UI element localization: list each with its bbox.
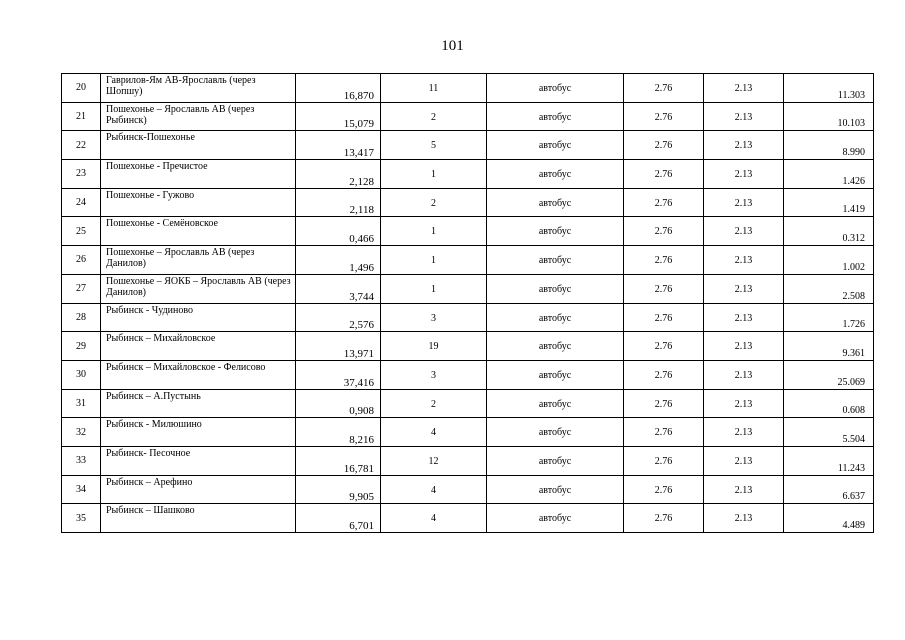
trips-count: 4: [381, 418, 487, 447]
coefficient-a: 2.76: [624, 332, 704, 361]
trips-count: 19: [381, 332, 487, 361]
coefficient-b: 2.13: [704, 217, 784, 246]
distance-value: 15,079: [296, 102, 381, 131]
total-value: 10.103: [784, 102, 874, 131]
coefficient-b: 2.13: [704, 274, 784, 303]
coefficient-a: 2.76: [624, 360, 704, 389]
total-value: 6.637: [784, 475, 874, 504]
coefficient-b: 2.13: [704, 131, 784, 160]
coefficient-b: 2.13: [704, 102, 784, 131]
coefficient-b: 2.13: [704, 188, 784, 217]
total-value: 2.508: [784, 274, 874, 303]
table-row: [62, 332, 874, 361]
coefficient-a: 2.76: [624, 274, 704, 303]
table-row: [62, 131, 874, 160]
table-row: [62, 102, 874, 131]
coefficient-a: 2.76: [624, 74, 704, 103]
distance-value: 16,870: [296, 74, 381, 103]
transport-type: автобус: [487, 389, 624, 418]
total-value: 11.303: [784, 74, 874, 103]
table-row: [62, 303, 874, 332]
coefficient-b: 2.13: [704, 246, 784, 275]
row-number: 29: [62, 332, 101, 361]
route-name: Рыбинск – Михайловское - Фелисово: [101, 360, 296, 389]
total-value: 11.243: [784, 446, 874, 475]
table-row: [62, 274, 874, 303]
coefficient-b: 2.13: [704, 160, 784, 189]
distance-value: 13,417: [296, 131, 381, 160]
coefficient-b: 2.13: [704, 303, 784, 332]
route-name: Пошехонье – Ярославль АВ (через Данилов): [101, 246, 296, 275]
trips-count: 2: [381, 389, 487, 418]
coefficient-a: 2.76: [624, 217, 704, 246]
transport-type: автобус: [487, 274, 624, 303]
coefficient-a: 2.76: [624, 102, 704, 131]
table-row: [62, 446, 874, 475]
coefficient-a: 2.76: [624, 389, 704, 418]
transport-type: автобус: [487, 332, 624, 361]
route-name: Пошехонье – Ярославль АВ (через Рыбинск): [101, 102, 296, 131]
route-name: Рыбинск – Шашково: [101, 504, 296, 533]
trips-count: 1: [381, 160, 487, 189]
coefficient-b: 2.13: [704, 360, 784, 389]
distance-value: 3,744: [296, 274, 381, 303]
route-name: Рыбинск – А.Пустынь: [101, 389, 296, 418]
table-row: [62, 418, 874, 447]
transport-type: автобус: [487, 446, 624, 475]
page-number: 101: [441, 38, 464, 54]
table-row: [62, 188, 874, 217]
coefficient-a: 2.76: [624, 303, 704, 332]
distance-value: 2,128: [296, 160, 381, 189]
coefficient-a: 2.76: [624, 246, 704, 275]
trips-count: 3: [381, 303, 487, 332]
trips-count: 2: [381, 102, 487, 131]
coefficient-b: 2.13: [704, 446, 784, 475]
table-row: [62, 217, 874, 246]
transport-type: автобус: [487, 188, 624, 217]
distance-value: 13,971: [296, 332, 381, 361]
transport-type: автобус: [487, 360, 624, 389]
transport-type: автобус: [487, 102, 624, 131]
coefficient-a: 2.76: [624, 160, 704, 189]
row-number: 26: [62, 246, 101, 275]
distance-value: 0,466: [296, 217, 381, 246]
transport-type: автобус: [487, 217, 624, 246]
row-number: 34: [62, 475, 101, 504]
table-row: [62, 74, 874, 103]
transport-type: автобус: [487, 131, 624, 160]
trips-count: 11: [381, 74, 487, 103]
distance-value: 16,781: [296, 446, 381, 475]
routes-table: [61, 73, 874, 533]
coefficient-b: 2.13: [704, 332, 784, 361]
coefficient-b: 2.13: [704, 74, 784, 103]
coefficient-a: 2.76: [624, 188, 704, 217]
total-value: 25.069: [784, 360, 874, 389]
coefficient-b: 2.13: [704, 504, 784, 533]
trips-count: 1: [381, 217, 487, 246]
route-name: Рыбинск - Чудиново: [101, 303, 296, 332]
route-name: Пошехонье - Пречистое: [101, 160, 296, 189]
total-value: 4.489: [784, 504, 874, 533]
transport-type: автобус: [487, 74, 624, 103]
distance-value: 1,496: [296, 246, 381, 275]
coefficient-a: 2.76: [624, 504, 704, 533]
row-number: 33: [62, 446, 101, 475]
distance-value: 0,908: [296, 389, 381, 418]
route-name: Пошехонье - Семёновское: [101, 217, 296, 246]
distance-value: 2,118: [296, 188, 381, 217]
row-number: 20: [62, 74, 101, 103]
total-value: 1.002: [784, 246, 874, 275]
total-value: 1.419: [784, 188, 874, 217]
transport-type: автобус: [487, 475, 624, 504]
row-number: 32: [62, 418, 101, 447]
total-value: 1.426: [784, 160, 874, 189]
total-value: 9.361: [784, 332, 874, 361]
distance-value: 8,216: [296, 418, 381, 447]
distance-value: 6,701: [296, 504, 381, 533]
route-name: Рыбинск – Арефино: [101, 475, 296, 504]
transport-type: автобус: [487, 303, 624, 332]
table-row: [62, 389, 874, 418]
route-name: Гаврилов-Ям АВ-Ярославль (через Шопшу): [101, 74, 296, 103]
row-number: 28: [62, 303, 101, 332]
row-number: 21: [62, 102, 101, 131]
distance-value: 37,416: [296, 360, 381, 389]
total-value: 5.504: [784, 418, 874, 447]
transport-type: автобус: [487, 246, 624, 275]
coefficient-a: 2.76: [624, 475, 704, 504]
route-name: Пошехонье – ЯОКБ – Ярославль АВ (через Данилов): [101, 274, 296, 303]
table-row: [62, 360, 874, 389]
row-number: 30: [62, 360, 101, 389]
total-value: 0.312: [784, 217, 874, 246]
trips-count: 4: [381, 504, 487, 533]
row-number: 27: [62, 274, 101, 303]
coefficient-b: 2.13: [704, 389, 784, 418]
transport-type: автобус: [487, 160, 624, 189]
coefficient-a: 2.76: [624, 131, 704, 160]
trips-count: 12: [381, 446, 487, 475]
trips-count: 1: [381, 246, 487, 275]
total-value: 8.990: [784, 131, 874, 160]
distance-value: 9,905: [296, 475, 381, 504]
row-number: 23: [62, 160, 101, 189]
row-number: 35: [62, 504, 101, 533]
row-number: 25: [62, 217, 101, 246]
table-row: [62, 475, 874, 504]
row-number: 24: [62, 188, 101, 217]
route-name: Рыбинск- Песочное: [101, 446, 296, 475]
row-number: 22: [62, 131, 101, 160]
route-name: Рыбинск-Пошехонье: [101, 131, 296, 160]
total-value: 1.726: [784, 303, 874, 332]
distance-value: 2,576: [296, 303, 381, 332]
trips-count: 2: [381, 188, 487, 217]
coefficient-a: 2.76: [624, 446, 704, 475]
trips-count: 1: [381, 274, 487, 303]
table-row: [62, 160, 874, 189]
trips-count: 4: [381, 475, 487, 504]
coefficient-b: 2.13: [704, 475, 784, 504]
trips-count: 5: [381, 131, 487, 160]
transport-type: автобус: [487, 418, 624, 447]
route-name: Пошехонье - Гужово: [101, 188, 296, 217]
coefficient-a: 2.76: [624, 418, 704, 447]
table-row: [62, 246, 874, 275]
route-name: Рыбинск - Милюшино: [101, 418, 296, 447]
row-number: 31: [62, 389, 101, 418]
table-row: [62, 504, 874, 533]
total-value: 0.608: [784, 389, 874, 418]
coefficient-b: 2.13: [704, 418, 784, 447]
transport-type: автобус: [487, 504, 624, 533]
trips-count: 3: [381, 360, 487, 389]
route-name: Рыбинск – Михайловское: [101, 332, 296, 361]
